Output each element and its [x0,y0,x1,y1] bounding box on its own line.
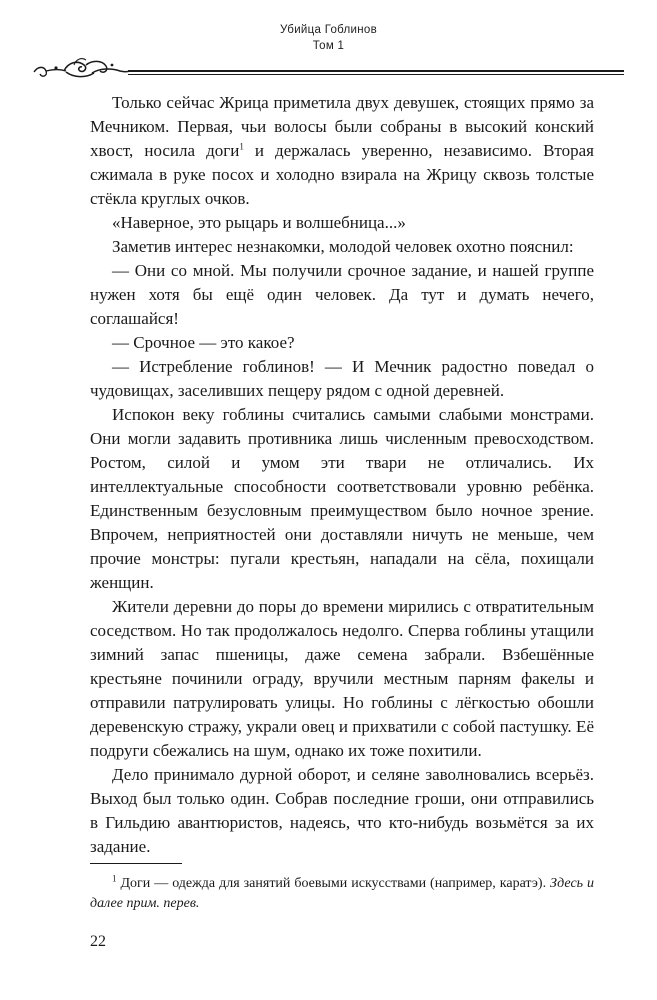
footnote-rule [90,863,182,864]
paragraph: «Наверное, это рыцарь и волшебница...» [112,213,406,232]
flourish-ornament-icon [30,56,130,86]
paragraph: Жители деревни до поры до времени мирились с отвратительным соседством. Но так продолжалось недолго. Сперва гоблины утащили зимний запас пшеницы, даже семена забрали. Взбешённые крестьяне починили ограду, вручили местным парням факелы и отправили патрулировать улицы. Но гоблины с лёгкостью обошли деревенскую стражу, украли овец и прихватили с собой пастушку. Её подруги сбежались на шум, однако их тоже похитили. [90,597,594,760]
running-head [0,22,657,54]
footnote [90,874,594,914]
paragraph: Испокон веку гоблины считались самыми слабыми монстрами. Они могли задавить противника лишь численным превосходством. Ростом, силой и умом эти твари не отличались. Их интеллектуальные способности соответствовали уровню ребёнка. Единственным безусловным преимуществом было ночное зрение. Впрочем, неприятностей они доставляли ничуть не меньше, чем прочие монстры: пугали крестьян, нападали на сёла, похищали женщин. [90,405,594,592]
paragraph: — Срочное — это какое? [112,333,295,352]
paragraph: — Они со мной. Мы получили срочное задание, и нашей группе нужен хотя бы ещё один человек. Да тут и думать нечего, соглашайся! [90,261,594,328]
footnote-italic: Здесь и далее прим. перев. [90,876,595,911]
page-number: 22 [90,933,106,950]
book-title: Убийца Гоблинов [279,24,378,36]
header-rule [128,70,624,72]
paragraph: Заметив интерес незнакомки, молодой человек охотно пояснил: [112,237,574,256]
paragraph: Дело принимало дурной оборот, и селяне заволновались всерьёз. Выход был только один. Собрав последние гроши, они отправились в Гильдию авантюристов, надеясь, что кто-нибудь возьмётся за их задание. [90,765,594,856]
footnote-mark: 1 [112,873,117,884]
paragraph: Только сейчас Жрица приметила двух девушек, стоящих прямо за Мечником. Первая, чьи волосы были собраны в высокий конский хвост, носила доги$^1$ и держалась уверенно, независимо. Вторая сжимала в руке посох и холодно взирала на Жрицу сквозь толстые стёкла круглых очков. [90,93,594,208]
paragraph: — Истребление гоблинов! — И Мечник радостно поведал о чудовищах, заселивших пещеру рядом с одной деревней. [90,357,594,400]
footnote-text: Доги — одежда для занятий боевыми искусствами (например, каратэ). [116,876,551,891]
volume-label: Том 1 [312,40,345,52]
footnote-ref: 1 [239,141,244,152]
body-text [90,91,594,859]
header-rule-thin [128,74,624,75]
